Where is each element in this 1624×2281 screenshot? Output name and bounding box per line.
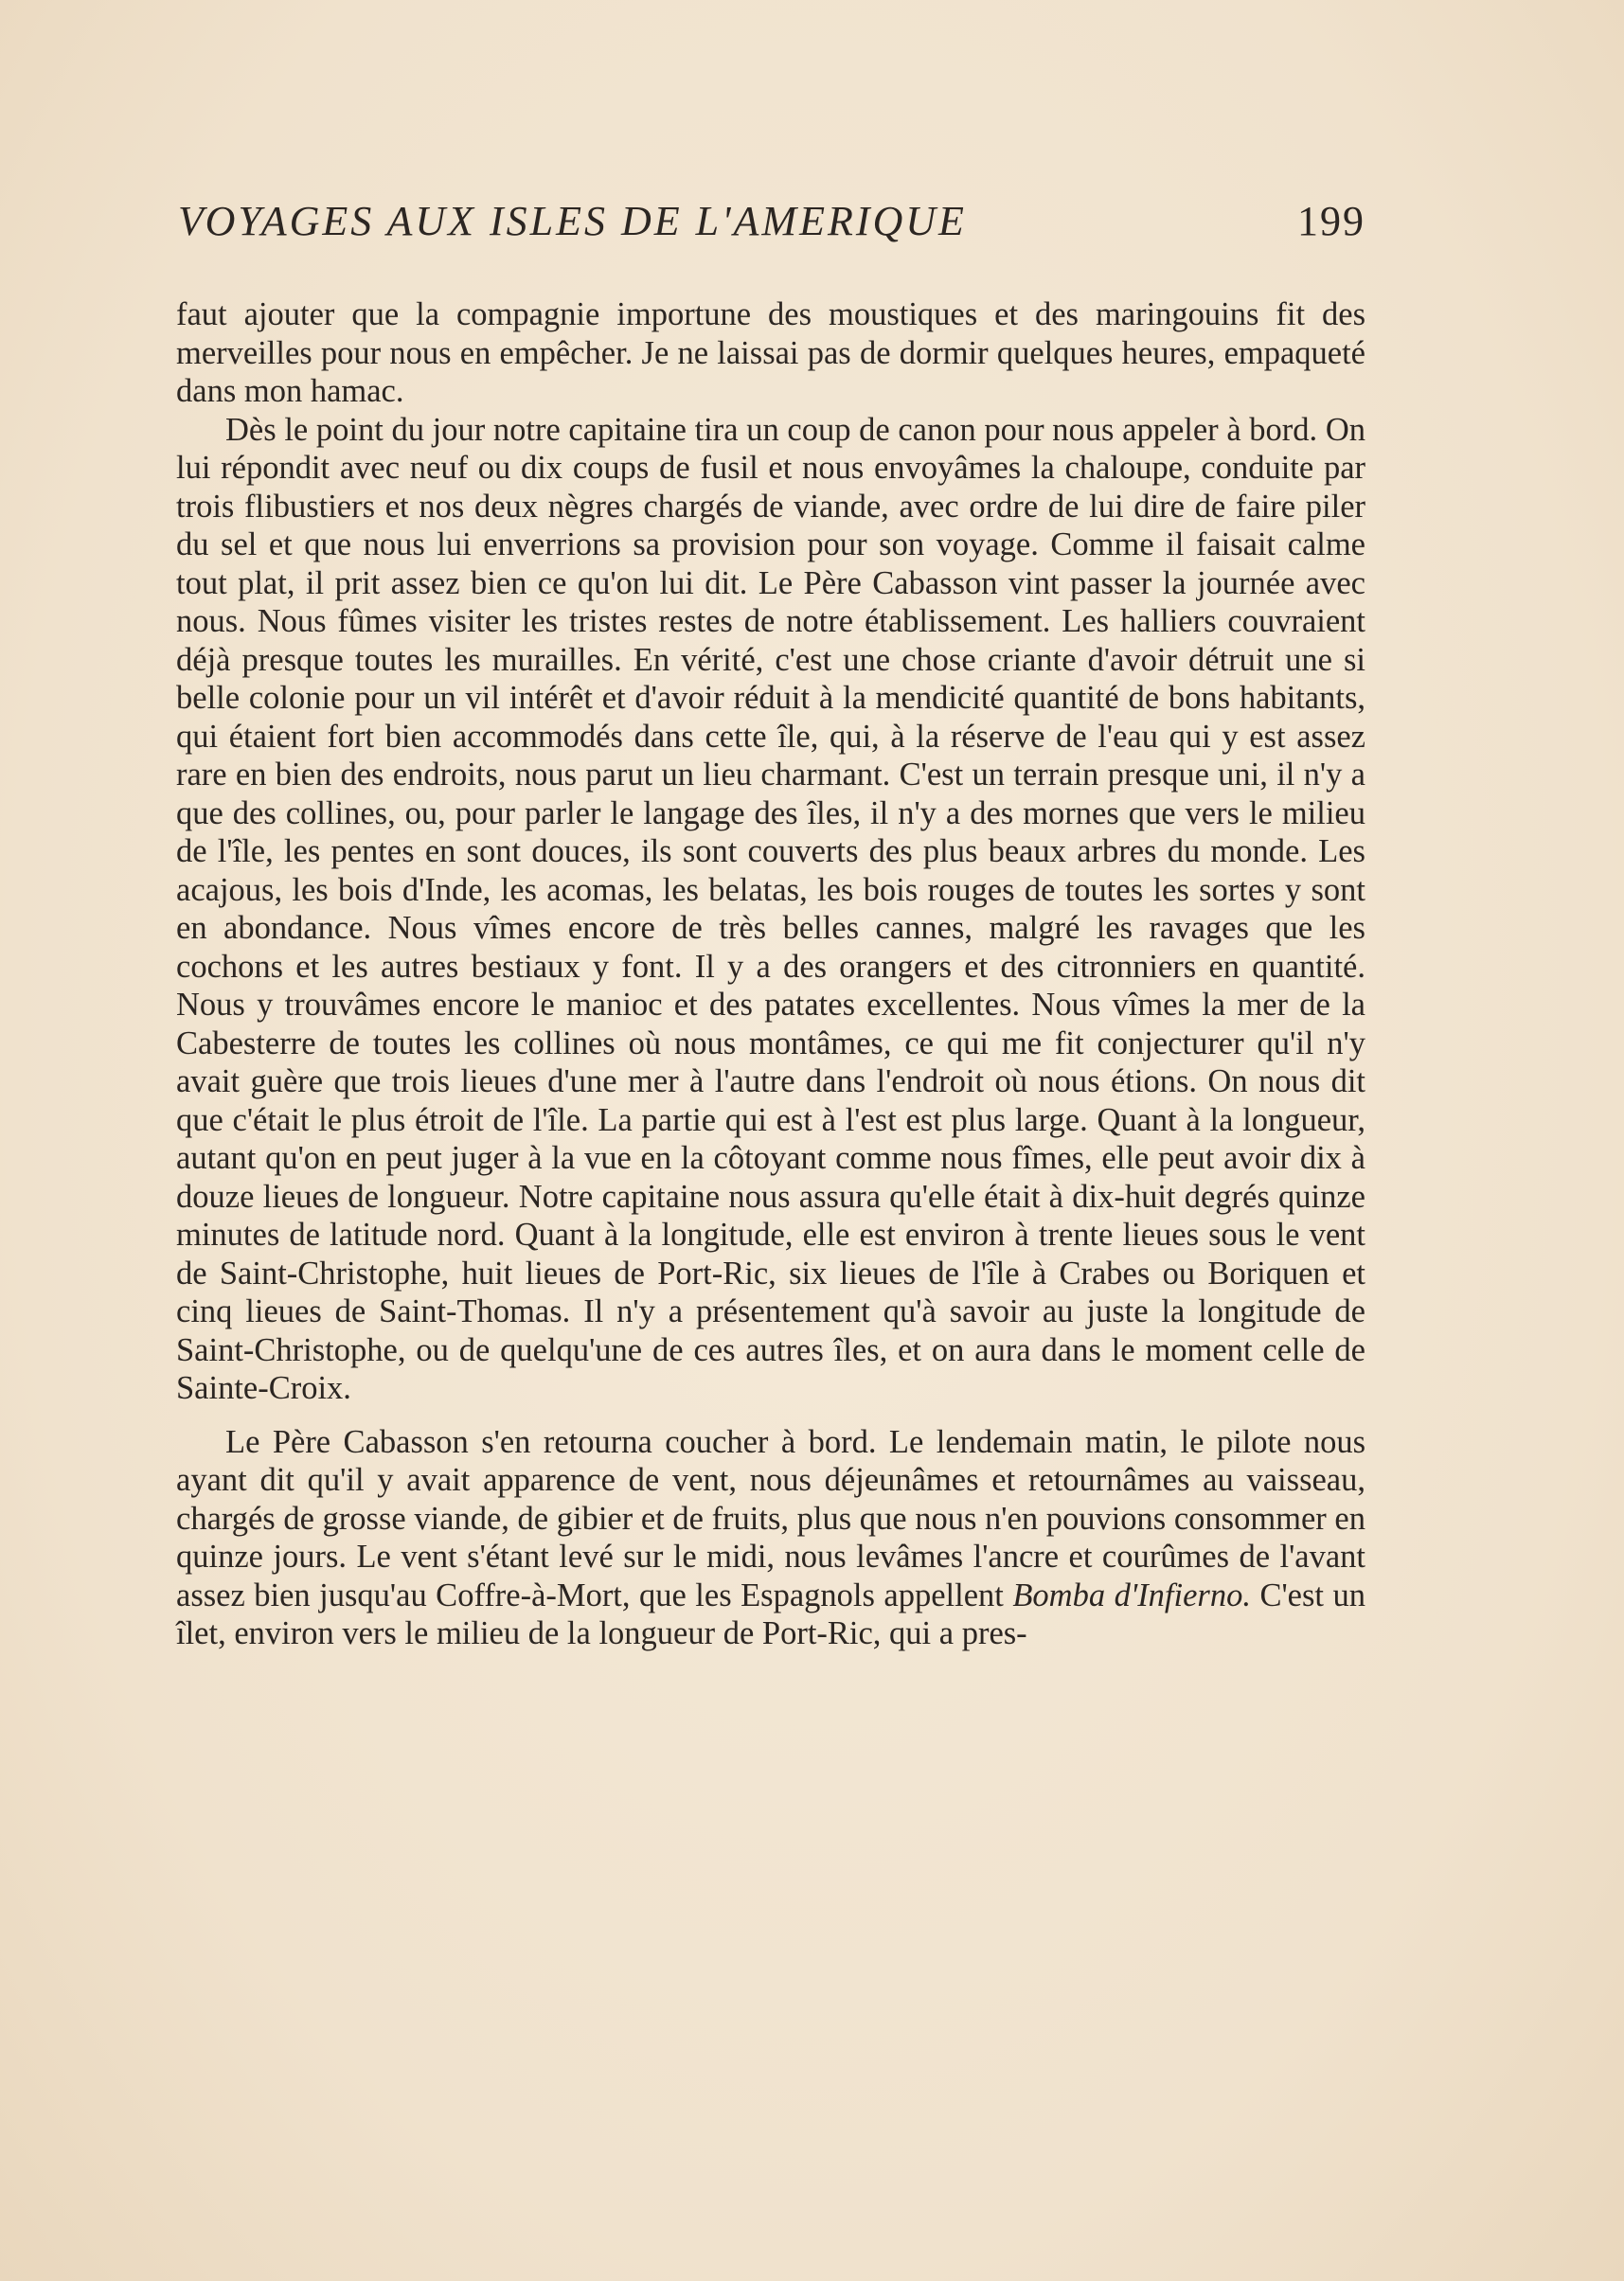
italic-term: Bomba d'Infierno. — [1012, 1577, 1251, 1613]
paragraph-3 — [176, 1423, 1365, 1653]
page-number: 199 — [1297, 198, 1365, 244]
paragraph-2: Dès le point du jour notre capitaine tira un coup de canon pour nous appeler à bord. On lui répondit avec neuf ou dix coups de fusil et nous envoyâmes la chaloupe, conduite par trois flibustiers et nos deux nègres chargés de viande, avec ordre de lui dire de faire piler du sel et que nous lui enverrions sa provision pour son voyage. Comme il faisait calme tout plat, il prit assez bien ce qu'on lui dit. Le Père Cabasson vint passer la journée avec nous. Nous fûmes visiter les tristes restes de notre établissement. Les halliers couvraient déjà presque toutes les murailles. En vérité, c'est une chose criante d'avoir détruit une si belle colonie pour un vil intérêt et d'avoir réduit à la mendicité quantité de bons habitants, qui étaient fort bien accommodés dans cette île, qui, à la réserve de l'eau qui y est assez rare en bien des endroits, nous parut un lieu charmant. C'est un terrain presque uni, il n'y a que des collines, ou, pour parler le langage des îles, il n'y a des mornes que vers le milieu de l'île, les pentes en sont douces, ils sont couverts des plus beaux arbres du monde. Les acajous, les bois d'Inde, les acomas, les belatas, les bois rouges de toutes les sortes y sont en abondance. Nous vîmes encore de très belles cannes, malgré les ravages que les cochons et les autres bestiaux y font. Il y a des orangers et des citronniers en quantité. Nous y trouvâmes encore le manioc et des patates excellentes. Nous vîmes la mer de la Cabesterre de toutes les collines où nous montâmes, ce qui me fit conjecturer qu'il n'y avait guère que trois lieues d'une mer à l'autre dans l'endroit où nous étions. On nous dit que c'était le plus étroit de l'île. La partie qui est à l'est est plus large. Quant à la longueur, autant qu'on en peut juger à la vue en la côtoyant comme nous fîmes, elle peut avoir dix à douze lieues de longueur. Notre capitaine nous assura qu'elle était à dix-huit degrés quinze minutes de latitude nord. Quant à la longitude, elle est environ à trente lieues sous le vent de Saint-Christophe, huit lieues de Port-Ric, six lieues de l'île à Crabes ou Boriquen et cinq lieues de Saint-Thomas. Il n'y a présentement qu'à savoir au juste la longitude de Saint-Christophe, ou de quelqu'une de ces autres îles, et on aura dans le moment celle de Sainte-Croix. — [176, 411, 1365, 1406]
paragraph-3-text-start: Le Père Cabasson s'en retourna coucher à bord. Le lendemain matin, le pilote nous ayant dit qu'il y avait apparence de vent, nous déjeunâmes et retournâmes au vaisseau, chargés de grosse viande, de gibier et de fruits, plus que nous n'en pouvions consommer en quinze jours. Le vent s'étant levé sur le midi, nous levâmes l'ancre et courûmes de l'avant assez bien jusqu'au Coffre-à-Mort, que les Espagnols appellent — [176, 1423, 1365, 1613]
paragraph-3-text-end: C'est un îlet, environ vers le milieu de la longueur de Port-Ric, qui a pres- — [176, 1577, 1365, 1651]
running-title: VOYAGES AUX ISLES DE L'AMERIQUE — [178, 198, 967, 244]
paragraph-1: faut ajouter que la compagnie importune des moustiques et des maringouins fit des merveilles pour nous en empêcher. Je ne laissai pas de dormir quelques heures, empaqueté dans mon hamac. — [176, 296, 1365, 409]
body-text — [176, 295, 1365, 1653]
running-head — [178, 197, 1365, 254]
